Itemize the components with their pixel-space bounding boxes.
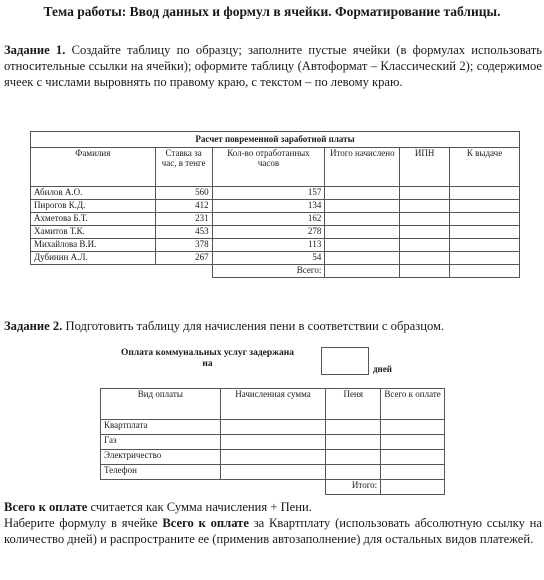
table1-header-name: Фамилия	[31, 148, 156, 187]
table-row	[31, 187, 520, 200]
cell-rate: 267	[155, 252, 212, 265]
cell-empty	[325, 213, 400, 226]
table1-header-tax: ИПН	[400, 148, 450, 187]
cell-empty	[400, 226, 450, 239]
cell-empty	[450, 239, 520, 252]
cell-hours: 162	[212, 213, 325, 226]
table1-header-row	[31, 148, 520, 187]
footer-line1-text: считается как Сумма начисления + Пени.	[90, 500, 312, 514]
cell-empty	[381, 480, 445, 495]
cell-empty	[325, 187, 400, 200]
cell-empty	[381, 465, 445, 480]
cell-type: Телефон	[101, 465, 221, 480]
cell-empty	[381, 450, 445, 465]
footer-line2-start: Наберите формулу в ячейке	[4, 516, 158, 530]
cell-empty	[400, 239, 450, 252]
payroll-table	[30, 131, 520, 278]
table2-header-charged: Начисленная сумма	[220, 389, 326, 420]
cell-empty	[400, 187, 450, 200]
table2-header-row	[101, 389, 445, 420]
table-row	[101, 450, 445, 465]
days-label: дней	[373, 364, 392, 374]
cell-rate: 412	[155, 200, 212, 213]
cell-hours: 278	[212, 226, 325, 239]
cell-empty	[400, 252, 450, 265]
cell-empty	[450, 265, 520, 278]
cell-name: Ахметова Б.Т.	[31, 213, 156, 226]
page-title: Тема работы: Ввод данных и формул в ячейки. Форматирование таблицы.	[43, 4, 501, 19]
cell-empty	[220, 450, 326, 465]
cell-empty	[381, 435, 445, 450]
cell-hours: 54	[212, 252, 325, 265]
cell-rate: 378	[155, 239, 212, 252]
cell-empty	[220, 420, 326, 435]
task2-paragraph	[4, 318, 542, 334]
cell-empty	[325, 239, 400, 252]
cell-rate: 231	[155, 213, 212, 226]
cell-empty	[400, 265, 450, 278]
cell-hours: 113	[212, 239, 325, 252]
table-row	[31, 239, 520, 252]
cell-empty	[400, 200, 450, 213]
cell-hours: 134	[212, 200, 325, 213]
table2-header-penalty: Пеня	[326, 389, 381, 420]
footer-line2-rest: за Квартплату (использовать абсолютную ссылку на количество дней) и распространите ее (применив автозаполнение) для остальных видов платежей.	[4, 516, 542, 546]
footer-bold-term: Всего к оплате	[4, 500, 88, 514]
cell-empty	[450, 226, 520, 239]
table1-total-label: Всего:	[212, 265, 325, 278]
cell-empty	[450, 187, 520, 200]
cell-empty	[325, 265, 400, 278]
utility-table	[100, 388, 445, 495]
task2-label: Задание 2.	[4, 319, 63, 333]
table1-header-hours: Кол-во отработанных часов	[212, 148, 325, 187]
cell-name: Дубинин А.Л.	[31, 252, 156, 265]
cell-empty	[326, 450, 381, 465]
table2-header-total: Всего к оплате	[381, 389, 445, 420]
cell-type: Электричество	[101, 450, 221, 465]
cell-name: Михайлова В.И.	[31, 239, 156, 252]
table2-heading-line1: Оплата коммунальных услуг задержана	[120, 348, 295, 358]
table1-header-payout: К выдаче	[450, 148, 520, 187]
cell-empty	[381, 420, 445, 435]
cell-empty	[326, 465, 381, 480]
cell-empty	[400, 213, 450, 226]
cell-empty	[325, 226, 400, 239]
table2-heading	[100, 348, 315, 370]
table1-total-row	[31, 265, 520, 278]
cell-empty	[450, 200, 520, 213]
table2-total-row	[101, 480, 445, 495]
table2-heading-line2: на	[202, 359, 213, 369]
table-row	[31, 226, 520, 239]
task1-text: Создайте таблицу по образцу; заполните пустые ячейки (в формулах использовать относительные ссылки на ячейки); оформите таблицу (Автоформат – Классический 2); содержимое ячеек с числами выровнять по правому краю, с текстом – по левому краю.	[4, 43, 543, 89]
cell-type: Газ	[101, 435, 221, 450]
table1-header-rate: Ставка за час, в тенге	[155, 148, 212, 187]
task1-label: Задание 1.	[4, 43, 66, 57]
table-row	[101, 420, 445, 435]
cell-empty	[220, 465, 326, 480]
cell-empty	[325, 200, 400, 213]
table-row	[31, 213, 520, 226]
table-row	[31, 200, 520, 213]
cell-empty	[450, 252, 520, 265]
task1-paragraph	[4, 42, 542, 90]
cell-name: Абилов А.О.	[31, 187, 156, 200]
cell-hours: 157	[212, 187, 325, 200]
table1-caption: Расчет повременной заработной платы	[31, 132, 520, 148]
cell-empty	[325, 252, 400, 265]
table2-total-label: Итого:	[326, 480, 381, 495]
cell-rate: 453	[155, 226, 212, 239]
table-row	[101, 465, 445, 480]
table-row	[101, 435, 445, 450]
cell-name: Хамитов Т.К.	[31, 226, 156, 239]
days-input-cell[interactable]	[321, 347, 369, 375]
cell-rate: 560	[155, 187, 212, 200]
cell-empty	[220, 435, 326, 450]
table-row	[31, 252, 520, 265]
cell-empty	[326, 420, 381, 435]
cell-name: Пирогов К.Д.	[31, 200, 156, 213]
cell-empty	[326, 435, 381, 450]
task2-text: Подготовить таблицу для начисления пени в соответствии с образцом.	[65, 319, 445, 333]
footer-bold-term2: Всего к оплате	[162, 516, 249, 530]
cell-empty	[450, 213, 520, 226]
footer-line2	[4, 515, 542, 547]
table1-header-total: Итого начислено	[325, 148, 400, 187]
table2-header-type: Вид оплаты	[101, 389, 221, 420]
cell-type: Квартплата	[101, 420, 221, 435]
footer-line1	[4, 499, 542, 515]
